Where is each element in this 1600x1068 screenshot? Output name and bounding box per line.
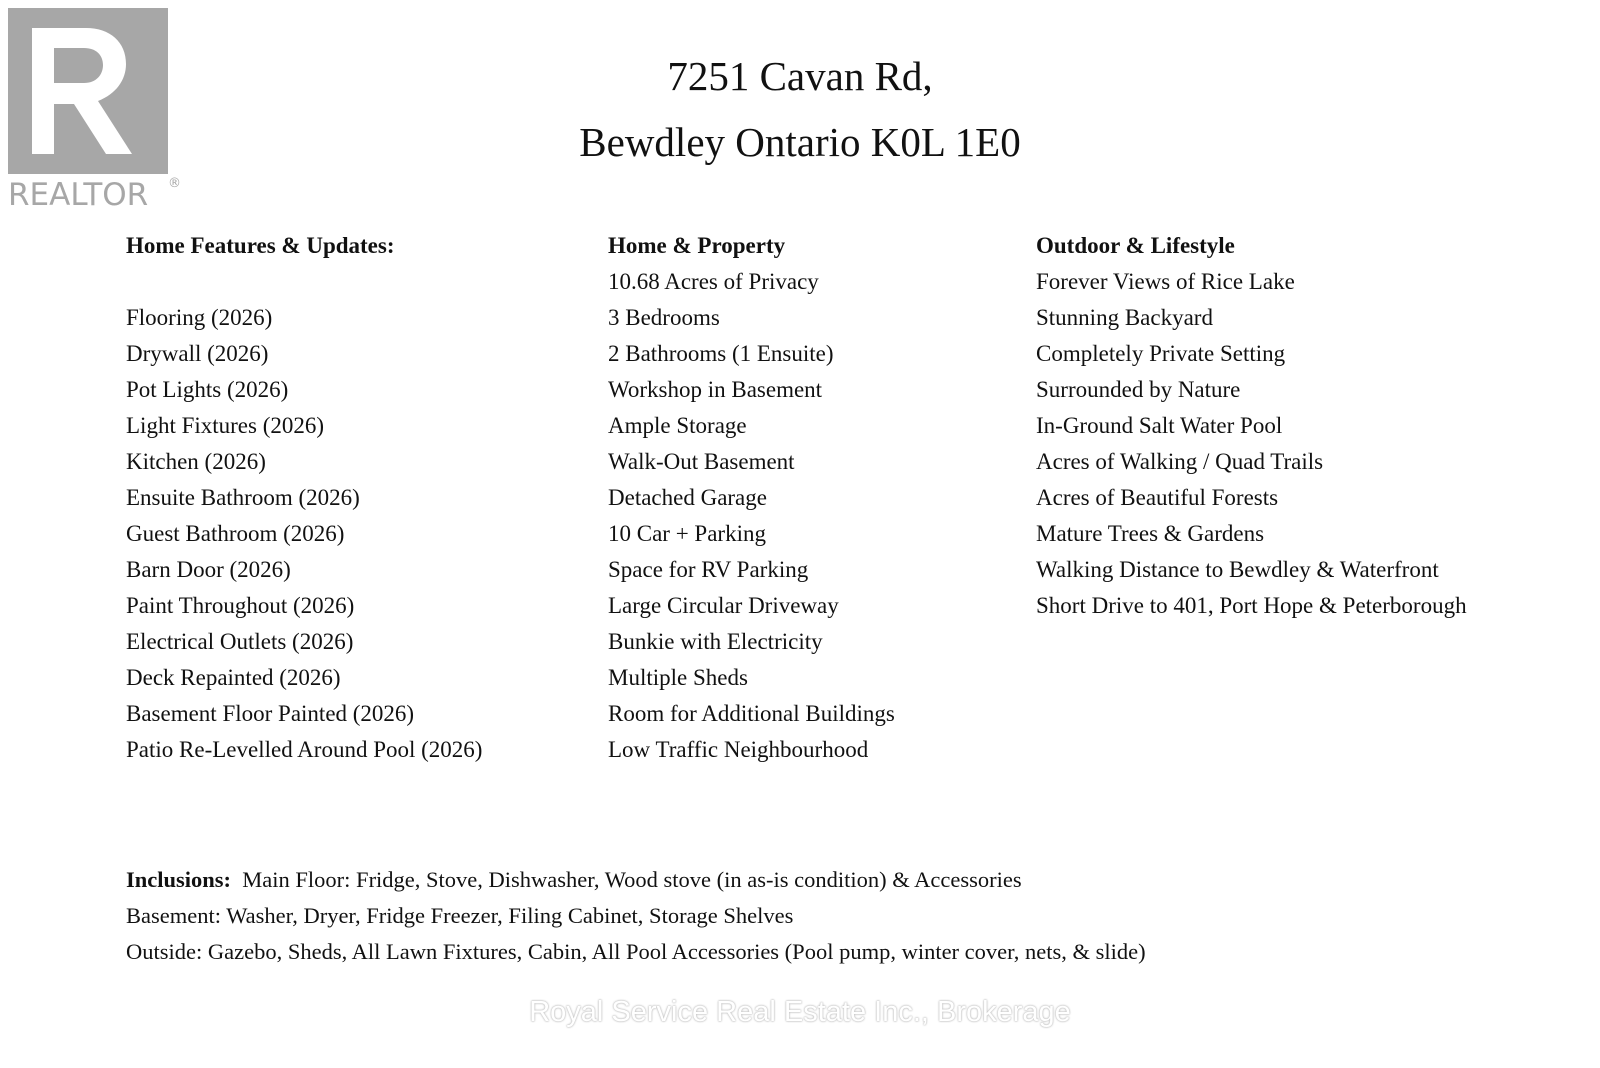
list-item: Kitchen (2026) — [126, 449, 266, 474]
list-item: Surrounded by Nature — [1036, 377, 1241, 402]
list-item: Patio Re-Levelled Around Pool (2026) — [126, 737, 483, 762]
realtor-logo-text: REALTOR — [8, 177, 149, 213]
home-property-column — [608, 228, 895, 768]
brokerage-watermark: Royal Service Real Estate Inc., Brokerage — [529, 996, 1071, 1028]
inclusions-main-floor: Main Floor: Fridge, Stove, Dishwasher, Wood stove (in as-is condition) & Accessories — [242, 867, 1022, 892]
list-item: Ample Storage — [608, 413, 747, 438]
list-item: Low Traffic Neighbourhood — [608, 737, 869, 762]
inclusions-basement: Basement: Washer, Dryer, Fridge Freezer, Filing Cabinet, Storage Shelves — [126, 903, 794, 928]
list-item: Bunkie with Electricity — [608, 629, 823, 654]
column-heading: Home Features & Updates: — [126, 233, 395, 258]
inclusions-label: Inclusions: — [126, 867, 232, 892]
address-line-2: Bewdley Ontario K0L 1E0 — [579, 119, 1021, 165]
list-item: Deck Repainted (2026) — [126, 665, 341, 690]
inclusions-outside: Outside: Gazebo, Sheds, All Lawn Fixtures, Cabin, All Pool Accessories (Pool pump, winter cover, nets, & slide) — [126, 939, 1146, 964]
list-item: Detached Garage — [608, 485, 767, 510]
inclusions-section — [126, 862, 1146, 970]
list-item: Ensuite Bathroom (2026) — [126, 485, 360, 510]
list-item: Pot Lights (2026) — [126, 377, 289, 402]
list-item: Short Drive to 401, Port Hope & Peterborough — [1036, 593, 1467, 618]
list-item: Large Circular Driveway — [608, 593, 839, 618]
registered-mark: ® — [168, 176, 181, 191]
list-item: Electrical Outlets (2026) — [126, 629, 354, 654]
list-item: 10.68 Acres of Privacy — [608, 269, 819, 294]
column-heading: Home & Property — [608, 233, 786, 258]
list-item: 3 Bedrooms — [608, 305, 720, 330]
list-item: Paint Throughout (2026) — [126, 593, 355, 618]
list-item: 10 Car + Parking — [608, 521, 766, 546]
list-item: Room for Additional Buildings — [608, 701, 895, 726]
home-features-column — [126, 228, 482, 768]
list-item: Completely Private Setting — [1036, 341, 1286, 366]
list-item: Workshop in Basement — [608, 377, 823, 402]
list-item: In-Ground Salt Water Pool — [1036, 413, 1283, 438]
list-item: Light Fixtures (2026) — [126, 413, 325, 438]
list-item: 2 Bathrooms (1 Ensuite) — [608, 341, 834, 366]
list-item: Multiple Sheds — [608, 665, 748, 690]
column-heading: Outdoor & Lifestyle — [1036, 233, 1235, 258]
list-item: Basement Floor Painted (2026) — [126, 701, 415, 726]
list-item: Walking Distance to Bewdley & Waterfront — [1036, 557, 1439, 582]
list-item: Forever Views of Rice Lake — [1036, 269, 1295, 294]
list-item: Barn Door (2026) — [126, 557, 291, 582]
list-item: Drywall (2026) — [126, 341, 269, 366]
list-item: Stunning Backyard — [1036, 305, 1213, 330]
list-item: Space for RV Parking — [608, 557, 809, 582]
list-item: Flooring (2026) — [126, 305, 273, 330]
list-item: Mature Trees & Gardens — [1036, 521, 1265, 546]
list-item: Walk-Out Basement — [608, 449, 795, 474]
inclusions-row-main-floor — [126, 862, 1146, 898]
outdoor-lifestyle-column — [1036, 228, 1467, 624]
address-line-1: 7251 Cavan Rd, — [667, 53, 933, 99]
list-item: Acres of Beautiful Forests — [1036, 485, 1279, 510]
list-item: Acres of Walking / Quad Trails — [1036, 449, 1324, 474]
realtor-logo — [8, 8, 184, 214]
list-item: Guest Bathroom (2026) — [126, 521, 345, 546]
